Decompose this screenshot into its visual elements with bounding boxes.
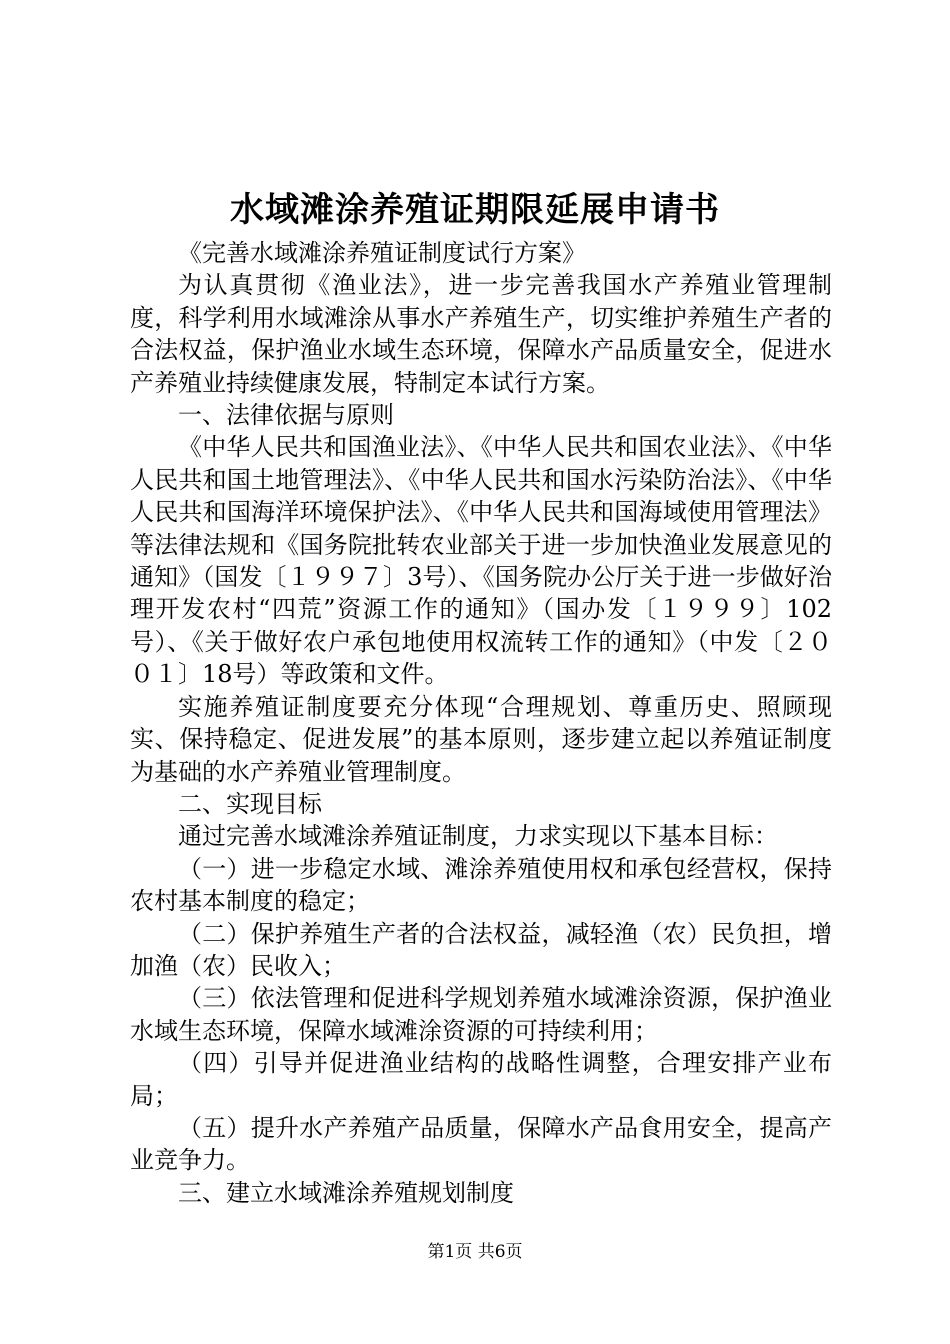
goal-item-3: （三）依法管理和促进科学规划养殖水域滩涂资源，保护渔业水域生态环境，保障水域滩涂资源的可持续利用； xyxy=(130,984,832,1045)
goal-item-4: （四）引导并促进渔业结构的战略性调整，合理安排产业布局； xyxy=(130,1049,832,1110)
goal-item-2: （二）保护养殖生产者的合法权益，减轻渔（农）民负担，增加渔（农）民收入； xyxy=(130,919,832,980)
goal-item-1: （一）进一步稳定水域、滩涂养殖使用权和承包经营权，保持农村基本制度的稳定； xyxy=(130,854,832,916)
document-body xyxy=(130,237,832,1209)
section-heading-3: 三、建立水域滩涂养殖规划制度 xyxy=(178,1178,514,1207)
paragraph-goals-intro: 通过完善水域滩涂养殖证制度，力求实现以下基本目标： xyxy=(178,822,778,851)
goal-item-5: （五）提升水产养殖产品质量，保障水产品食用安全，提高产业竞争力。 xyxy=(130,1113,832,1175)
section-heading-2: 二、实现目标 xyxy=(178,789,322,818)
paragraph-subtitle: 《完善水域滩涂养殖证制度试行方案》 xyxy=(178,239,586,267)
section-heading-1: 一、法律依据与原则 xyxy=(178,401,394,430)
page-number: 第1页 共6页 xyxy=(427,1242,523,1262)
paragraph-principles: 实施养殖证制度要充分体现“合理规划、尊重历史、照顾现实、保持稳定、促进发展”的基本原则，逐步建立起以养殖证制度为基础的水产养殖业管理制度。 xyxy=(130,692,832,786)
paragraph-intro: 为认真贯彻《渔业法》，进一步完善我国水产养殖业管理制度，科学利用水域滩涂从事水产养殖生产，切实维护养殖生产者的合法权益，保护渔业水域生态环境，保障水产品质量安全，促进水产养殖业持续健康发展，特制定本试行方案。 xyxy=(130,271,832,397)
paragraph-legal-basis: 《中华人民共和国渔业法》、《中华人民共和国农业法》、《中华人民共和国土地管理法》、《中华人民共和国水污染防治法》、《中华人民共和国海洋环境保护法》、《中华人民共和国海域使用管理法》等法律法规和《国务院批转农业部关于进一步加快渔业发展意见的通知》（国发〔１９９７〕3号）、《国务院办公厅关于进一步做好治理开发农村“四荒”资源工作的通知》（国办发〔１９９９〕102号）、《关于做好农户承包地使用权流转工作的通知》（中发〔２００１〕18号）等政策和文件。 xyxy=(130,433,832,689)
document-title: 水域滩涂养殖证期限延展申请书 xyxy=(230,190,720,230)
